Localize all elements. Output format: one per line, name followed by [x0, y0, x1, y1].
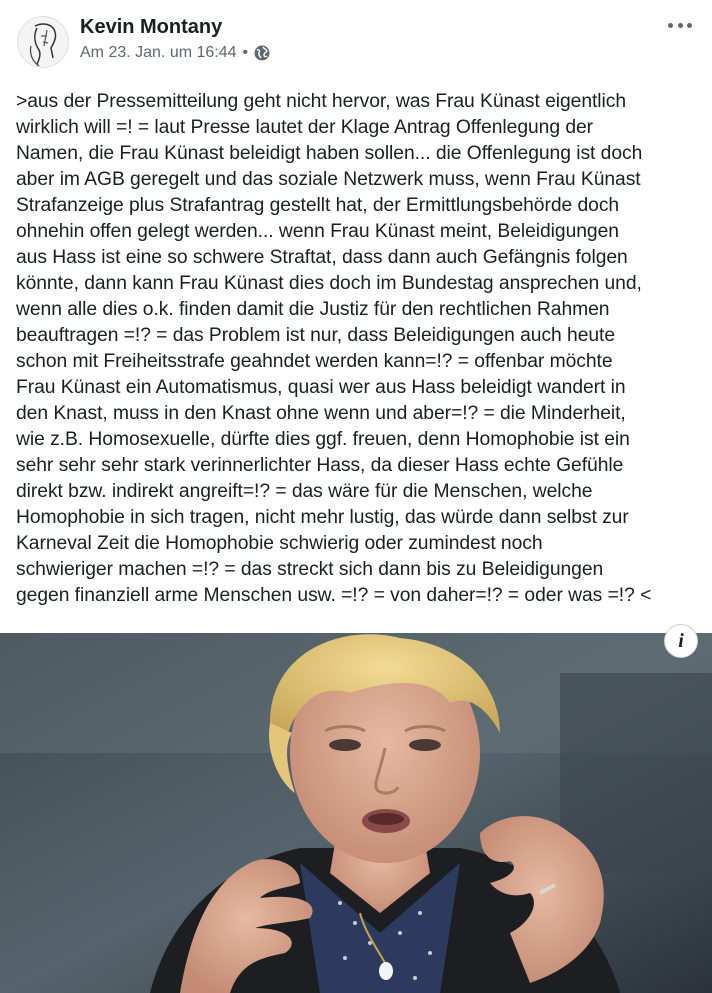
post-text — [16, 89, 706, 609]
meta-separator: • — [242, 44, 249, 61]
post-text-line: sehr sehr sehr stark verinnerlichter Hass, da dieser Hass echte Gefühle — [16, 455, 624, 476]
avatar-sketch-icon — [17, 16, 69, 68]
post-text-line: ohnehin offen gelegt werden... wenn Frau Künast meint, Beleidigungen — [16, 221, 619, 242]
info-icon[interactable]: i — [664, 624, 698, 658]
post-text-line: wirklich will =! = laut Presse lautet der Klage Antrag Offenlegung der — [16, 117, 594, 138]
post-text-line: beauftragen =!? = das Problem ist nur, dass Beleidigungen auch heute — [16, 325, 616, 346]
post-text-line: aber im AGB geregelt und das soziale Netzwerk muss, wenn Frau Künast — [16, 169, 641, 190]
post-text-line: wie z.B. Homosexuelle, dürfte dies ggf. freuen, denn Homophobie ist ein — [16, 429, 630, 450]
post-text-line: >aus der Pressemitteilung geht nicht hervor, was Frau Künast eigentlich — [16, 91, 627, 112]
post-text-line: Frau Künast ein Automatismus, quasi wer aus Hass beleidigt wandert in — [16, 377, 626, 398]
post-text-line: schwieriger machen =!? = das streckt sich dann bis zu Beleidigungen — [16, 559, 604, 580]
post-text-line: Namen, die Frau Künast beleidigt haben sollen... die Offenlegung ist doch — [16, 143, 643, 164]
post-text-line: direkt bzw. indirekt angreift=!? = das wäre für die Menschen, welche — [16, 481, 593, 502]
post-photo[interactable] — [0, 633, 712, 993]
post-text-line: schon mit Freiheitsstrafe geahndet werden kann=!? = offenbar möchte — [16, 351, 613, 372]
post-text-line: könnte, dann kann Frau Künast dies doch im Bundestag ansprechen und, — [16, 273, 642, 294]
post-text-line: den Knast, muss in den Knast ohne wenn und aber=!? = die Minderheit, — [16, 403, 626, 424]
post-meta — [80, 44, 270, 62]
post-timestamp[interactable]: Am 23. Jan. um 16:44 — [80, 44, 237, 61]
avatar[interactable] — [17, 16, 69, 68]
post-text-line: Strafanzeige plus Strafantrag gestellt hat, der Ermittlungsbehörde doch — [16, 195, 620, 216]
author-name[interactable]: Kevin Montany — [80, 16, 223, 38]
post-text-line: Homophobie in sich tragen, nicht mehr lustig, das würde dann selbst zur — [16, 507, 629, 528]
globe-icon[interactable] — [254, 45, 270, 61]
photo-woman-speaking — [0, 633, 712, 993]
post-text-line: aus Hass ist eine so schwere Straftat, dass dann auch Gefängnis folgen — [16, 247, 628, 268]
post-text-line: Karneval Zeit die Homophobie schwierig oder zumindest noch — [16, 533, 543, 554]
post-text-line: wenn alle dies o.k. finden damit die Justiz für den rechtlichen Rahmen — [16, 299, 610, 320]
more-options-icon[interactable] — [668, 18, 692, 32]
post-header — [0, 0, 712, 80]
post-text-line: gegen finanziell arme Menschen usw. =!? = von daher=!? = oder was =!? < — [16, 585, 652, 606]
